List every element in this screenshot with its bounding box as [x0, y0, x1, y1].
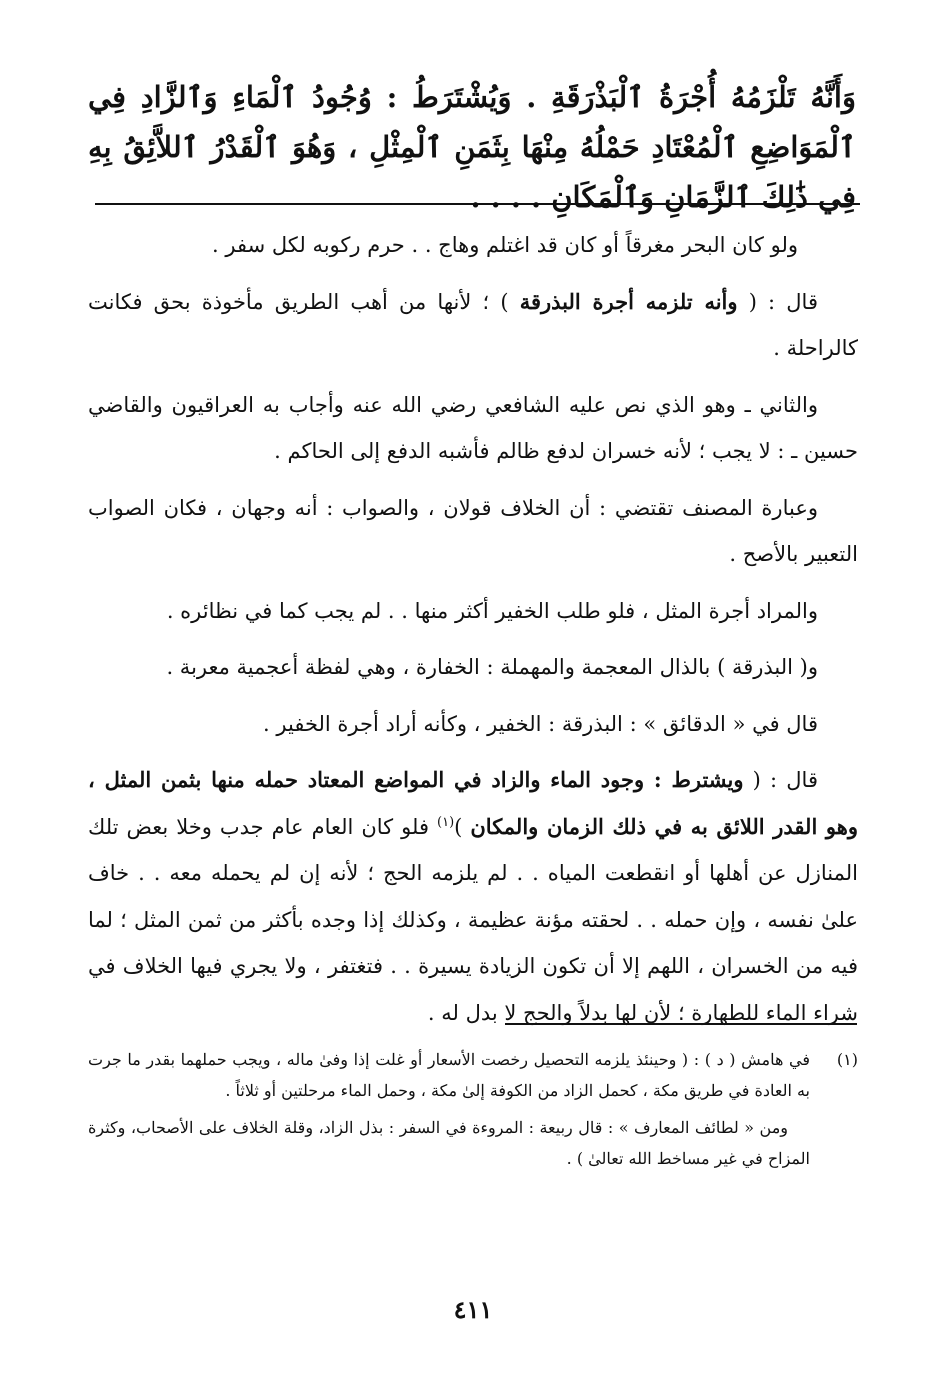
commentary-paragraph-7: قال في « الدقائق » : البذرقة : الخفير ، وكأنه أراد أجرة الخفير .	[263, 711, 818, 736]
quote-close: )	[454, 814, 471, 839]
quote-open: قال : (	[737, 289, 818, 314]
footnote-paragraph-2: ومن « لطائف المعارف » : قال ربيعة : المروءة في السفر : بذل الزاد، وقلة الخلاف على الأصحاب، وكثرة المزاح في غير مساخط الله تعالىٰ ) .	[88, 1118, 810, 1168]
commentary-body	[88, 222, 858, 1046]
commentary-paragraph-5: والمراد أجرة المثل ، فلو طلب الخفير أكثر منها . . لم يجب كما في نظائره .	[166, 598, 818, 623]
footnote-number: (١)	[836, 1050, 858, 1069]
matn-separator-rule	[95, 203, 860, 205]
commentary-paragraph-6: و( البذرقة ) بالذال المعجمة والمهملة : الخفارة ، وهي لفظة أعجمية معربة .	[166, 655, 818, 679]
footnote-1	[88, 1044, 858, 1180]
commentary-paragraph-4: وعبارة المصنف تقتضي : أن الخلاف قولان ، والصواب : أنه وجهان ، فكان الصواب التعبير بالأصح .	[88, 495, 858, 566]
page-number: ٤١١	[453, 1295, 493, 1324]
footnote-separator-rule	[505, 1023, 857, 1025]
footnote-paragraph-1: في هامش ( د ) : ( وحينئذ يلزمه التحصيل رخصت الأسعار أو غلت إذا وفىٰ ماله ، ويجب حملهما بقدر ما جرت به العادة في طريق مكة ، كحمل الزاد من الكوفة إلىٰ مكة ، وحمل الماء مرحلتين أو ثلاثاً .	[88, 1050, 810, 1100]
footnote-marker: (١)	[437, 814, 455, 830]
footnotes	[88, 1044, 858, 1180]
commentary-paragraph-2	[88, 279, 858, 372]
matn-text: وَأَنَّهُ تَلْزَمُهُ أُجْرَةُ ٱلْبَذْرَقَةِ . وَيُشْتَرَطُ : وُجُودُ ٱلْمَاءِ وَٱلزَّادِ فِي ٱلْمَوَاضِعِ ٱلْمُعْتَادِ حَمْلُهُ مِنْهَا بِثَمَنِ ٱلْمِثْلِ ، وَهُوَ ٱلْقَدْرُ ٱللاَّئِقُ بِهِ فِي ذَٰلِكَ ٱلزَّمَانِ وَٱلْمَكَانِ . . . .	[88, 80, 856, 214]
commentary-paragraph-3: والثاني ـ وهو الذي نص عليه الشافعي رضي الله عنه وأجاب به العراقيون والقاضي حسين ـ : لا يجب ؛ لأنه خسران لدفع ظالم فأشبه الدفع إلى الحاكم .	[88, 392, 858, 463]
footnote-body	[88, 1044, 810, 1180]
commentary-paragraph-1: ولو كان البحر مغرقاً أو كان قد اغتلم وهاج . . حرم ركوبه لكل سفر .	[212, 233, 798, 257]
commentary-text: ) ؛ لأنها من أهب الطريق مأخوذة بحق فكانت كالراحلة .	[88, 289, 858, 360]
quote-open: قال : (	[743, 768, 818, 792]
commentary-text: فلو كان العام عام جدب وخلا بعض تلك المنازل عن أهلها أو انقطعت المياه . . لم يلزمه الحج ؛ لأنه إن لم يحمله معه . . خاف علىٰ نفسه ، وإن حمله . . لحقته مؤنة عظيمة ، وكذلك إذا وجده بأكثر من ثمن المثل ؛ لما فيه من الخسران ، اللهم إلا أن تكون الزيادة يسيرة . . فتغتفر ، ولا يجري فيها الخلاف في شراء الماء للطهارة ؛ لأن لها بدلاً والحج لا بدل له .	[88, 814, 858, 1025]
quoted-matn: وأنه تلزمه أجرة البذرقة	[519, 288, 738, 314]
commentary-paragraph-8	[88, 757, 858, 1036]
quoted-matn: ويشترط : وجود الماء والزاد في المواضع المعتاد حمله منها بثمن المثل ، وهو القدر اللائق به في ذلك الزمان والمكان	[88, 767, 858, 839]
